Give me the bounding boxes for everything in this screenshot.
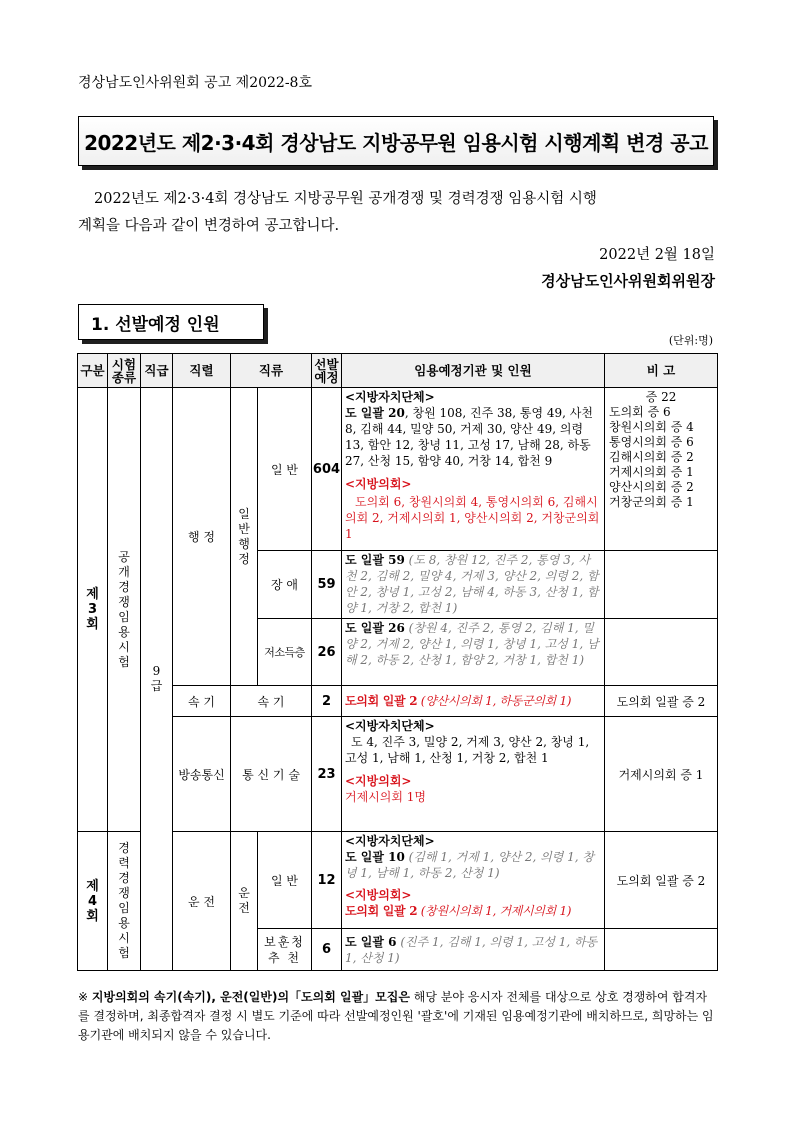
driving-local-detail: (김해 1, 거제 1, 양산 2, 의령 1, 창녕 1, 남해 1, 하동 2, 산청 1) [345,850,594,880]
disabled-note-cell [605,551,718,619]
signer: 경상남도인사위원회위원장 [541,272,715,290]
driving-agency-cell [342,832,605,929]
notice-number: 경상남도인사위원회 공고 제2022-8호 [78,75,312,91]
driving-general-class-cell: 일 반 [258,832,312,929]
steno-detail: (양산시의회 1, 하동군의회 1) [420,694,572,708]
footnote-bold: 지방의회의 속기(속기), 운전(일반)의「도의회 일괄」모집은 [91,990,410,1004]
steno-series-cell: 속 기 [173,686,231,717]
table-header-row [78,354,718,388]
veteran-count-cell: 6 [312,929,342,971]
round-3-exam-type: 공개경쟁임용시험 [108,388,141,832]
low-income-agency-cell [342,619,605,686]
round-4-exam-type: 경력경쟁임용시험 [108,832,141,971]
header-count: 선발예정 [312,354,342,388]
low-income-count-cell: 26 [312,619,342,686]
round-3-cell: 제3회 [78,388,108,832]
driving-local-bold: 도 일괄 10 [345,850,405,864]
veteran-note-cell [605,929,718,971]
header-exam-type: 시험종류 [108,354,141,388]
broadcast-council-text: 거제시의회 1명 [345,790,427,804]
general-agency-cell [342,388,605,551]
broadcast-agency-cell [342,717,605,832]
low-income-note-cell [605,619,718,686]
notice-date: 2022년 2월 18일 [599,247,715,263]
driving-local-heading: <지방자치단체> [345,834,435,848]
header-agency: 임용예정기관 및 인원 [342,354,605,388]
intro-line-2: 계획을 다음과 같이 변경하여 공고합니다. [78,218,340,234]
notice-title-box [78,116,714,166]
footnote-rest: 해당 분야 응시자 전체를 대상으로 상호 경쟁하여 합격자를 결정하며, 최종합격자 결정 시 별도 기준에 따라 선발예정인원 '괄호'에 기재된 임용예정기관에 배치하므로, 희망하는 임용기관에 배치되지 않을 수 있습니다. [78,990,714,1042]
admin-series-cell: 행 정 [173,388,231,686]
general-note-4: 김해시의회 증 2 [609,450,694,464]
driving-general-count-cell: 12 [312,832,342,929]
header-grade: 직급 [141,354,173,388]
table-row [78,717,718,832]
general-note-5: 거제시의회 증 1 [609,465,694,479]
general-class-cell: 일 반 [258,388,312,551]
general-note-7: 거창군의회 증 1 [609,495,694,509]
general-local-bold: 도 일괄 20 [345,406,405,420]
broadcast-council-heading: <지방의회> [345,774,412,788]
low-income-class-cell: 저소득층 [258,619,312,686]
section-title-box [78,304,264,340]
veteran-bold: 도 일괄 6 [345,934,397,949]
general-note-0: 증 22 [645,390,677,404]
general-local-heading: <지방자치단체> [345,390,435,404]
disabled-bold: 도 일괄 59 [345,553,405,567]
table-row [78,686,718,717]
veteran-agency-cell [342,929,605,971]
general-note-1: 도의회 증 6 [609,405,671,419]
driving-council-heading: <지방의회> [345,888,412,902]
driving-council-detail: (창원시의회 1, 거제시의회 1) [420,904,572,918]
veteran-class-cell: 보훈청 추 천 [258,929,312,971]
footnote-mark: ※ [78,990,89,1004]
general-count-cell: 604 [312,388,342,551]
round-4-cell: 제4회 [78,832,108,971]
header-note: 비 고 [605,354,718,388]
grade-cell: 9급 [141,388,173,971]
disabled-agency-cell [342,551,605,619]
steno-class-cell: 속 기 [231,686,312,717]
disabled-class-cell: 장 애 [258,551,312,619]
header-class: 직류 [231,354,312,388]
intro-paragraph [78,186,716,240]
driving-note-cell: 도의회 일괄 증 2 [605,832,718,929]
broadcast-count-cell: 23 [312,717,342,832]
header-round: 구분 [78,354,108,388]
general-local-rest: , 창원 108, 진주 38, 통영 49, 사천 8, 김해 44, 밀양 50, 거제 30, 양산 49, 의령 13, 함안 12, 창녕 11, 고성 17, 남해 28, 하동 27, 산청 15, 함양 40, 거창 14, 합천 9 [345,406,593,468]
disabled-detail: (도 8, 창원 12, 진주 2, 통영 3, 사천 2, 김해 2, 밀양 4, 거제 3, 양산 2, 의령 2, 함안 2, 창녕 1, 고성 2, 남해 4, 하동 3, 산청 1, 함양 1, 거창 2, 합천 1) [345,553,599,615]
general-note-cell [605,388,718,551]
recruitment-table [77,353,718,971]
general-council-heading: <지방의회> [345,477,412,491]
intro-line-1: 2022년도 제2·3·4회 경상남도 지방공무원 공개경쟁 및 경력경쟁 임용시험 시행 [94,191,597,207]
broadcast-local-text: 도 4, 진주 3, 밀양 2, 거제 3, 양산 2, 창녕 1, 고성 1, 남해 1, 산청 1, 거창 2, 합천 1 [345,735,590,765]
steno-note-cell: 도의회 일괄 증 2 [605,686,718,717]
table-row [78,388,718,551]
steno-count-cell: 2 [312,686,342,717]
notice-title: 2022년도 제2·3·4회 경상남도 지방공무원 임용시험 시행계획 변경 공고 [84,130,708,155]
general-note-2: 창원시의회 증 4 [609,420,694,434]
veteran-detail: (진주 1, 김해 1, 의령 1, 고성 1, 하동 1, 산청 1) [345,934,598,965]
steno-agency-cell [342,686,605,717]
low-income-detail: (창원 4, 진주 2, 통영 2, 김해 1, 밀양 2, 거제 2, 양산 1, 의령 1, 창녕 1, 고성 1, 남해 2, 하동 2, 산청 1, 함양 2, 거창 1, 합천 1) [345,621,599,667]
footnote [78,988,718,1045]
general-note-3: 통영시의회 증 6 [609,435,694,449]
general-note-6: 양산시의회 증 2 [609,480,694,494]
broadcast-local-heading: <지방자치단체> [345,719,435,733]
driving-series-cell: 운 전 [173,832,231,971]
general-council-text: 도의회 6, 창원시의회 4, 통영시의회 6, 김해시의회 2, 거제시의회 1, 양산시의회 2, 거창군의회 1 [345,495,600,541]
broadcast-series-cell: 방송통신 [173,717,231,832]
driving-council-bold: 도의회 일괄 2 [345,904,418,918]
driving-group-cell: 운전 [231,832,258,971]
table-row [78,832,718,929]
low-income-bold: 도 일괄 26 [345,621,405,635]
disabled-count-cell: 59 [312,551,342,619]
broadcast-note-cell: 거제시의회 증 1 [605,717,718,832]
header-series: 직렬 [173,354,231,388]
admin-group-cell: 일반행정 [231,388,258,686]
section-title: 1. 선발예정 인원 [91,314,220,335]
steno-bold: 도의회 일괄 2 [345,694,418,708]
unit-label: (단위:명) [668,334,713,347]
broadcast-class-cell: 통 신 기 술 [231,717,312,832]
